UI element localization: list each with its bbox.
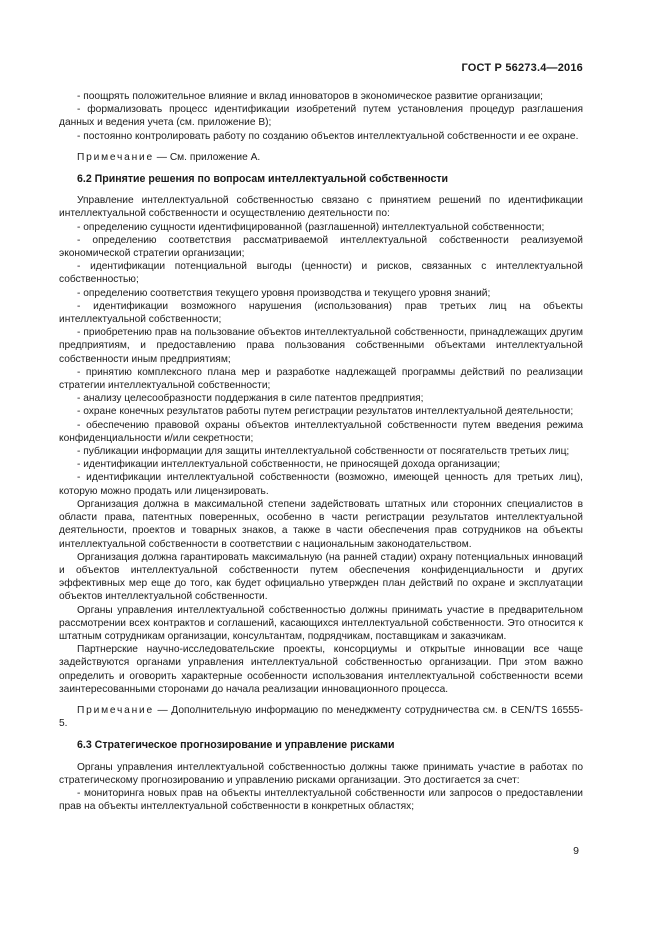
list-item: - определению сущности идентифицированной (разглашенной) интеллектуальной собственности; <box>77 221 545 233</box>
list-item: - поощрять положительное влияние и вклад инноваторов в экономическое развитие организации; <box>77 91 543 102</box>
list-item: - формализовать процесс идентификации изобретений путем установления процедур разглашения данных и ведения учета (см. приложение В); <box>59 104 583 129</box>
note-text: — Дополнительную информацию по менеджменту сотрудничества см. в CEN/TS 16555-5. <box>59 704 583 730</box>
list-item: - обеспечению правовой охраны объектов интеллектуальной собственности путем введения режима конфиденциальности и/или секретности; <box>59 419 583 444</box>
list-item: - идентификации интеллектуальной собственности (возможно, имеющей ценность для третьих лиц), которую можно продать или лицензировать. <box>59 472 583 497</box>
section-heading: 6.3 Стратегическое прогнозирование и управление рисками <box>77 739 395 752</box>
paragraph: Управление интеллектуальной собственностью связано с принятием решений по идентификации интеллектуальной собственности и осуществлению деятельности по: <box>59 195 583 220</box>
section-heading: 6.2 Принятие решения по вопросам интеллектуальной собственности <box>77 173 449 186</box>
list-item: - идентификации возможного нарушения (использования) прав третьих лиц на объекты интеллектуальной собственности; <box>59 300 583 326</box>
list-item: - приобретению прав на пользование объектов интеллектуальной собственности, принадлежащих другим предприятиям, и предоставлению права пользования собственными объектами интеллектуальной собственности иным предприятиям; <box>59 327 583 365</box>
note-label: Примечание <box>77 151 154 163</box>
standard-header: ГОСТ Р 56273.4—2016 <box>461 62 583 74</box>
list-item: - определению соответствия текущего уровня производства и текущего уровня знаний; <box>77 287 491 299</box>
paragraph: Органы управления интеллектуальной собственностью должны также принимать участие в работах по стратегическому прогнозированию и управлению рисками организации. Это достигается за счет: <box>59 761 583 786</box>
note <box>59 151 583 164</box>
list-item: - определению соответствия рассматриваемой интеллектуальной собственности реализуемой экономической стратегии организации; <box>59 234 583 260</box>
list-item: - охране конечных результатов работы путем регистрации результатов интеллектуальной деятельности; <box>77 406 574 418</box>
list-item: - анализу целесообразности поддержания в силе патентов предприятия; <box>77 393 424 405</box>
page-number: 9 <box>573 845 579 857</box>
list-item: - публикации информации для защиты интеллектуальной собственности от посягательств третьих лиц; <box>77 446 570 458</box>
document-body <box>59 90 583 813</box>
note <box>59 704 583 730</box>
paragraph: Партнерские научно-исследовательские проекты, консорциумы и открытые инновации все чаще задействуются органами управления интеллектуальной собственностью организации. При этом важно определить и оговорить характерные особенности использования интеллектуальной собственности всеми заинтересованными сторонами до начала реализации инновационного процесса. <box>59 644 583 695</box>
list-item: - постоянно контролировать работу по созданию объектов интеллектуальной собственности и ее охране. <box>77 130 579 142</box>
note-text: — См. приложение А. <box>153 151 261 163</box>
list-item: - идентификации потенциальной выгоды (ценности) и рисков, связанных с интеллектуальной собственностью; <box>59 261 583 286</box>
list-item: - принятию комплексного плана мер и разработке надлежащей программы действий по реализации стратегии интеллектуальной собственности; <box>59 366 583 392</box>
list-item: - идентификации интеллектуальной собственности, не приносящей дохода организации; <box>77 459 501 471</box>
paragraph: Организация должна гарантировать максимальную (на ранней стадии) охрану потенциальных инноваций и объектов интеллектуальной собственности путем обеспечения конфиденциальности и других эффективных мер еще до того, как будет официально утвержден план действий по охране и эксплуатации объектов интеллектуальной собственности. <box>59 551 583 603</box>
paragraph: Организация должна в максимальной степени задействовать штатных или сторонних специалистов в области права, патентных поверенных, особенно в части регистрации результатов интеллектуальной деятельности, проектов и товарных знаков, а также в части обеспечения прав сотрудников на объекты интеллектуальной собственности в соответствии с национальным законодательством. <box>59 498 583 550</box>
list-item: - мониторинга новых прав на объекты интеллектуальной собственности или запросов о предоставлении прав на объекты интеллектуальной собственности в конкретных областях; <box>59 787 583 813</box>
note-label: Примечание <box>77 704 154 716</box>
paragraph: Органы управления интеллектуальной собственностью должны принимать участие в предварительном рассмотрении всех контрактов и соглашений, касающихся интеллектуальной собственности. Это относится к штатным сотрудникам организации, консультантам, подрядчикам, поставщикам и заказчикам. <box>59 604 583 642</box>
